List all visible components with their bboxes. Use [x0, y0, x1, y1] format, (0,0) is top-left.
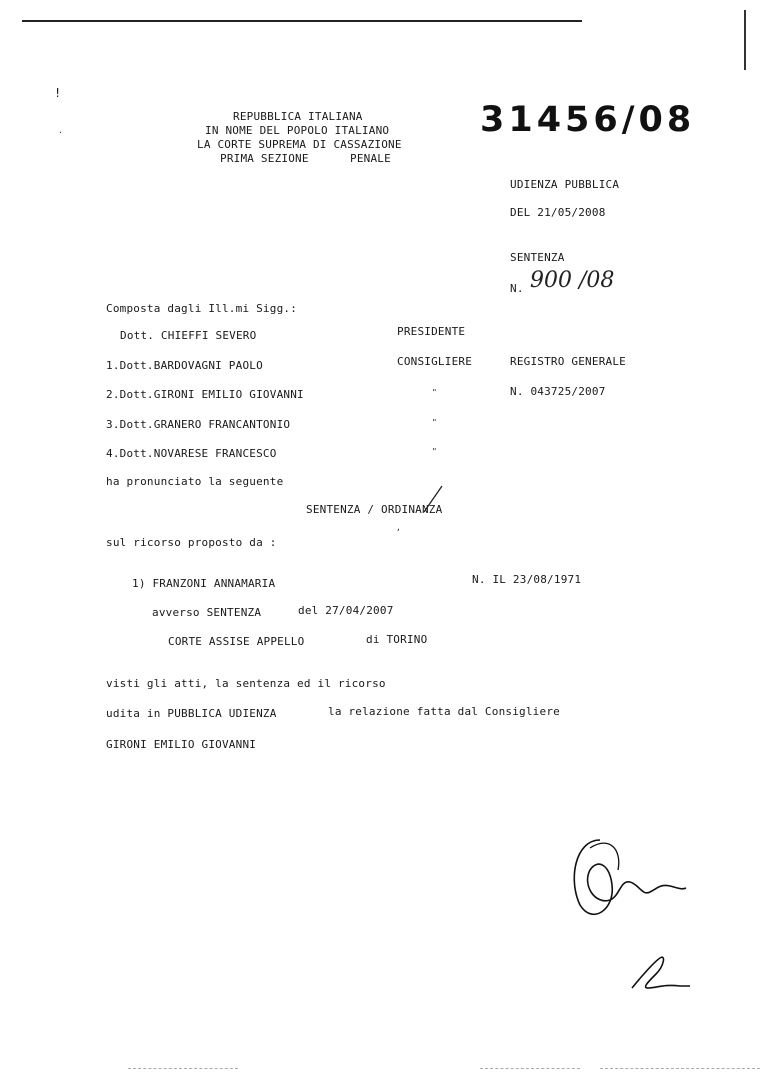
- hearing-date: DEL 21/05/2008: [510, 206, 606, 219]
- against-court: CORTE ASSISE APPELLO: [168, 635, 305, 648]
- ditto-mark: ": [432, 447, 438, 456]
- appeal-intro: sul ricorso proposto da :: [106, 536, 277, 549]
- closing-line-2a: udita in PUBBLICA UDIENZA: [106, 707, 277, 720]
- sentence-number-prefix: N.: [510, 282, 524, 295]
- closing-line-3: GIRONI EMILIO GIOVANNI: [106, 738, 257, 751]
- signature-initials: [620, 948, 700, 998]
- header-penal: PENALE: [350, 152, 391, 165]
- closing-line-1: visti gli atti, la sentenza ed il ricorso: [106, 677, 386, 690]
- appellant-name: 1) FRANZONI ANNAMARIA: [132, 577, 276, 590]
- header-republic: REPUBBLICA ITALIANA: [233, 110, 363, 123]
- header-court: LA CORTE SUPREMA DI CASSAZIONE: [197, 138, 402, 151]
- header-people: IN NOME DEL POPOLO ITALIANO: [205, 124, 390, 137]
- scan-speck: .: [58, 126, 63, 135]
- judge-name: 4.Dott.NOVARESE FRANCESCO: [106, 447, 277, 460]
- judge-role: CONSIGLIERE: [397, 355, 473, 368]
- hearing-type: UDIENZA PUBBLICA: [510, 178, 620, 191]
- scan-border: [600, 1068, 760, 1070]
- closing-line-2b: la relazione fatta dal Consigliere: [328, 705, 560, 718]
- pronounced-text: ha pronunciato la seguente: [106, 475, 284, 488]
- judge-name: 3.Dott.GRANERO FRANCANTONIO: [106, 418, 291, 431]
- ditto-mark: ": [432, 418, 438, 427]
- decision-type: SENTENZA / ORDINANZA: [306, 503, 443, 516]
- ditto-mark: ": [432, 388, 438, 397]
- signature-president: [560, 830, 690, 930]
- right-edge-mark: [744, 10, 746, 70]
- scan-speck: ,: [396, 523, 402, 532]
- against-date: del 27/04/2007: [298, 604, 394, 617]
- registry-label: REGISTRO GENERALE: [510, 355, 626, 368]
- scan-border: [480, 1068, 580, 1070]
- scan-speck: !: [54, 86, 62, 100]
- scan-border: [128, 1068, 238, 1070]
- registry-number: N. 043725/2007: [510, 385, 606, 398]
- handwritten-sentence-number: 900 /08: [530, 268, 615, 293]
- appellant-birth: N. IL 23/08/1971: [472, 573, 582, 586]
- header-section: PRIMA SEZIONE: [220, 152, 309, 165]
- against-place: di TORINO: [366, 633, 428, 646]
- against-label: avverso SENTENZA: [152, 606, 262, 619]
- composition-intro: Composta dagli Ill.mi Sigg.:: [106, 302, 298, 315]
- sentence-label: SENTENZA: [510, 251, 565, 264]
- strike-mark: [420, 482, 450, 532]
- judge-name: Dott. CHIEFFI SEVERO: [120, 329, 257, 342]
- protocol-stamp-number: 31456/08: [480, 100, 696, 140]
- top-rule: [22, 20, 582, 22]
- judge-name: 2.Dott.GIRONI EMILIO GIOVANNI: [106, 388, 304, 401]
- judge-role: PRESIDENTE: [397, 325, 466, 338]
- judge-name: 1.Dott.BARDOVAGNI PAOLO: [106, 359, 263, 372]
